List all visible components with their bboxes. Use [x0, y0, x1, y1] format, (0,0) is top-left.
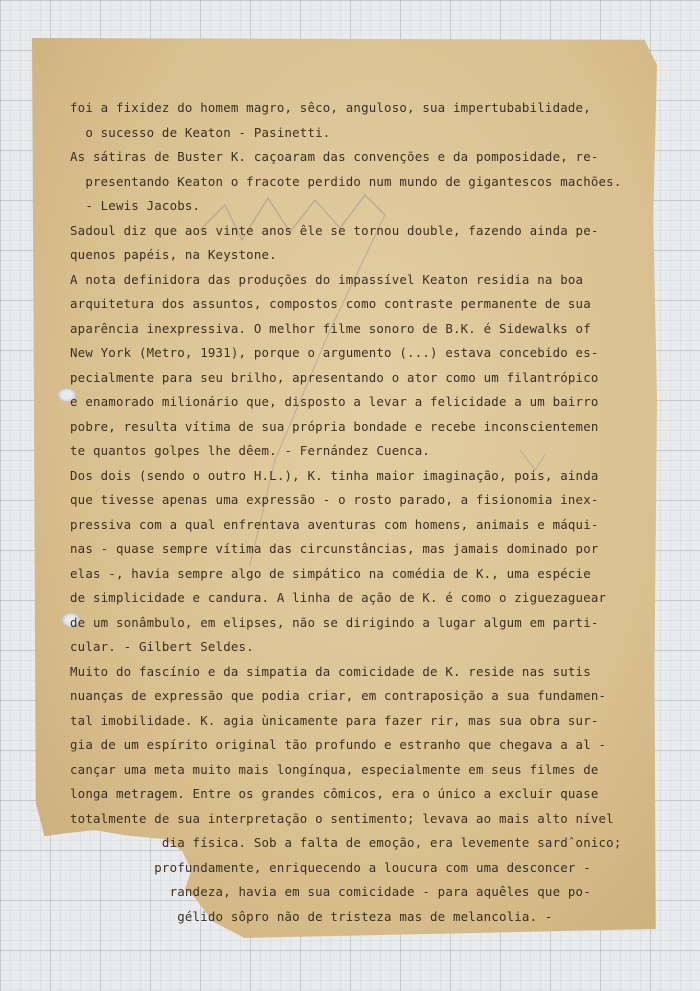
text-line: gia de um espírito original tão profundo e estranho que chegava a al -: [70, 737, 607, 752]
text-line: Dos dois (sendo o outro H.L.), K. tinha maior imaginação, pois, ainda: [70, 467, 599, 483]
text-line: o sucesso de Keaton - Pasinetti.: [70, 124, 331, 140]
text-line: cular. - Gilbert Seldes.: [70, 639, 254, 654]
text-line: gélido sôpro não de tristeza mas de melancolia. -: [70, 908, 553, 924]
text-line: pressiva com a qual enfrentava aventuras com homens, animais e máqui-: [70, 516, 599, 532]
text-line: e enamorado milionário que, disposto a levar a felicidade a um bairro: [70, 394, 599, 409]
text-line: cançar uma meta muito mais longínqua, especialmente em seus filmes de: [70, 761, 599, 777]
text-line: presentando Keaton o fracote perdido num mundo de gigantescos machões.: [70, 173, 622, 189]
text-line: A nota definidora das produções do impassível Keaton residia na boa: [70, 271, 584, 287]
text-line: foi a fixidez do homem magro, sêco, anguloso, sua impertubabilidade,: [70, 100, 591, 115]
text-line: Muito do fascínio e da simpatia da comicidade de K. reside nas sutis: [70, 663, 591, 679]
text-line: nuanças de expressão que podia criar, em contraposição a sua fundamen-: [70, 688, 607, 703]
text-line: quenos papéis, na Keystone.: [70, 247, 277, 262]
text-line: que tivesse apenas uma expressão - o rosto parado, a fisionomia inex-: [70, 492, 599, 507]
text-line: aparência inexpressiva. O melhor filme sonoro de B.K. é Sidewalks of: [70, 320, 591, 336]
text-line: de um sonâmbulo, em elipses, não se dirigindo a lugar algum em parti-: [70, 614, 599, 630]
text-line: randeza, havia em sua comicidade - para aquêles que po-: [70, 884, 591, 899]
text-line: - Lewis Jacobs.: [70, 198, 201, 213]
text-line: longa metragem. Entre os grandes cômicos, era o único a excluir quase: [70, 786, 599, 801]
text-line: pobre, resulta vítima de sua própria bondade e recebe inconscientemen: [70, 418, 599, 434]
text-line: nas - quase sempre vítima das circunstâncias, mas jamais dominado por: [70, 541, 599, 556]
text-line: profundamente, enriquecendo a loucura com uma desconcer -: [70, 859, 591, 875]
text-line: dia física. Sob a falta de emoção, era levemente sardˆonico;: [70, 835, 622, 850]
text-line: As sátiras de Buster K. caçoaram das convenções e da pomposidade, re-: [70, 149, 599, 164]
text-line: arquitetura dos assuntos, compostos como contraste permanente de sua: [70, 296, 591, 311]
text-line: totalmente de sua interpretação o sentimento; levava ao mais alto nível: [70, 810, 614, 826]
text-line: elas -, havia sempre algo de simpático na comédia de K., uma espécie: [70, 565, 591, 581]
text-line: tal imobilidade. K. agia ùnicamente para fazer rir, mas sua obra sur-: [70, 712, 599, 728]
text-line: de simplicidade e candura. A linha de ação de K. é como o ziguezaguear: [70, 590, 607, 605]
text-line: New York (Metro, 1931), porque o argumento (...) estava concebido es-: [70, 345, 599, 360]
text-line: te quantos golpes lhe dêem. - Fernández Cuenca.: [70, 443, 431, 458]
text-line: Sadoul diz que aos vinte anos êle se tornou double, fazendo ainda pe-: [70, 222, 599, 238]
typed-text-body: [70, 96, 645, 929]
text-line: pecialmente para seu brilho, apresentando o ator como um filantrópico: [70, 369, 599, 385]
